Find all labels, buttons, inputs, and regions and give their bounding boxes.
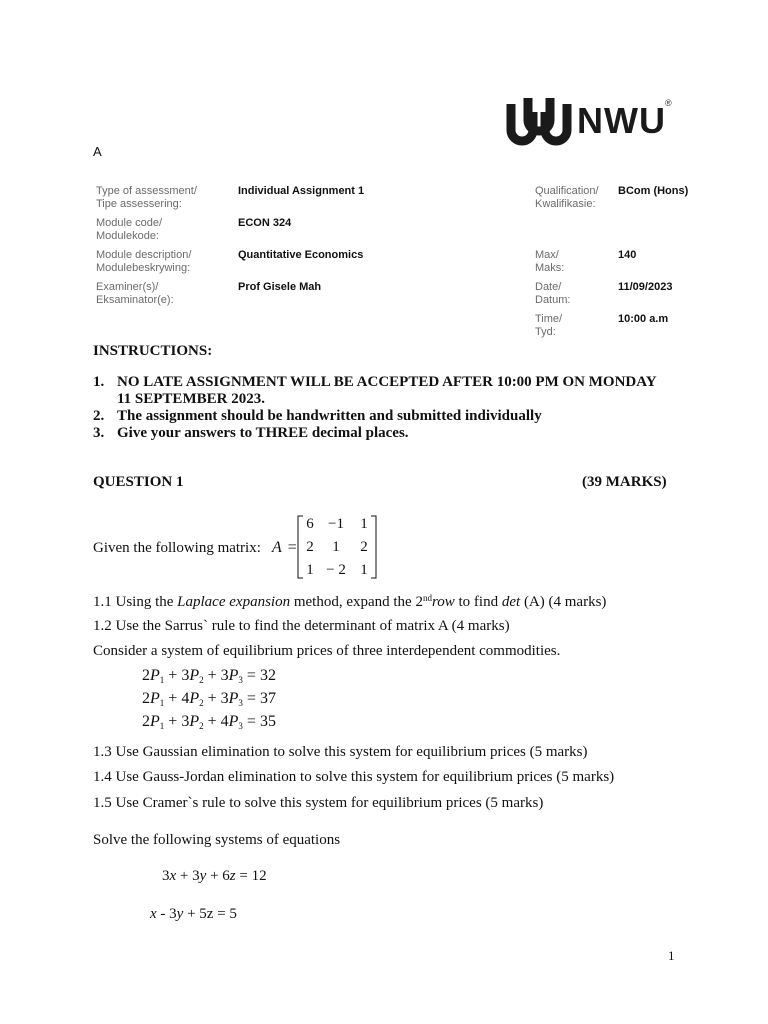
instruction-number: 1. xyxy=(93,374,105,390)
nwu-logo xyxy=(505,90,675,154)
instruction-item: Give your answers to THREE decimal places. xyxy=(117,425,409,441)
matrix-cell: 1 xyxy=(332,539,340,555)
matrix-a xyxy=(296,512,378,582)
instructions-heading: INSTRUCTIONS: xyxy=(93,343,213,359)
question-1-4: 1.4 Use Gauss-Jordan elimination to solve this system for equilibrium prices (5 marks) xyxy=(93,769,615,785)
matrix-label xyxy=(272,539,297,557)
solve-intro: Solve the following systems of equations xyxy=(93,832,341,848)
matrix-cell: 2 xyxy=(360,539,368,555)
time-value: 10:00 a.m xyxy=(618,313,669,325)
module-code-label: Module code/ Modulekode: xyxy=(96,217,163,242)
date-value: 11/09/2023 xyxy=(618,281,673,293)
page-number: 1 xyxy=(668,948,675,963)
instruction-item-continuation: 11 SEPTEMBER 2023. xyxy=(117,391,265,407)
qualification-label: Qualification/ Kwalifikasie: xyxy=(535,185,599,210)
matrix-cell: − 2 xyxy=(326,562,346,578)
question-1-1: 1.1 Using the Laplace expansion method, expand the 2ndrow to find det (A) (4 marks) xyxy=(93,593,607,610)
instruction-item: NO LATE ASSIGNMENT WILL BE ACCEPTED AFTER 10:00 PM ON MONDAY xyxy=(117,374,657,390)
nwu-emblem-icon xyxy=(505,90,575,154)
question-1-5: 1.5 Use Cramer`s rule to solve this system for equilibrium prices (5 marks) xyxy=(93,795,544,811)
qualification-value: BCom (Hons) xyxy=(618,185,689,197)
variant-letter: A xyxy=(93,144,102,159)
matrix-cell: 6 xyxy=(306,516,314,532)
instruction-number: 3. xyxy=(93,425,105,441)
equation-2: $2P_1 + 4P_2 + 3P_3 = 37$ xyxy=(142,690,276,708)
matrix-cell: 1 xyxy=(360,562,368,578)
question-1-3: 1.3 Use Gaussian elimination to solve this system for equilibrium prices (5 marks) xyxy=(93,744,588,760)
system-intro: Consider a system of equilibrium prices of three interdependent commodities. xyxy=(93,643,561,659)
module-code-value: ECON 324 xyxy=(238,217,292,229)
registered-mark: ® xyxy=(665,98,672,108)
matrix-cell: 2 xyxy=(306,539,314,555)
matrix-equals: = xyxy=(287,539,297,556)
matrix-cell: 1 xyxy=(360,516,368,532)
max-label: Max/ Maks: xyxy=(535,249,565,274)
matrix-intro: Given the following matrix: xyxy=(93,540,261,556)
system2-equation-2: x - 3y + 5z = 5 xyxy=(150,906,237,922)
module-description-label: Module description/ Modulebeskrywing: xyxy=(96,249,192,274)
instruction-number: 2. xyxy=(93,408,105,424)
equation-3: $2P_1 + 3P_2 + 4P_3 = 35$ xyxy=(142,713,276,731)
equation-1: $2P_1 + 3P_2 + 3P_3 = 32$ xyxy=(142,667,276,685)
type-value: Individual Assignment 1 xyxy=(238,185,365,197)
question-title: QUESTION 1 xyxy=(93,474,184,490)
question-1-2: 1.2 Use the Sarrus` rule to find the determinant of matrix A (4 marks) xyxy=(93,618,510,634)
max-value: 140 xyxy=(618,249,637,261)
module-description-value: Quantitative Economics xyxy=(238,249,364,261)
time-label: Time/ Tyd: xyxy=(535,313,563,338)
matrix-name: A xyxy=(272,539,282,556)
date-label: Date/ Datum: xyxy=(535,281,571,306)
type-label: Type of assessment/ Tipe assessering: xyxy=(96,185,197,210)
logo-text: NWU xyxy=(577,100,666,141)
system2-equation-1: 3x + 3y + 6z = 12 xyxy=(162,868,267,884)
question-marks: (39 MARKS) xyxy=(582,474,667,490)
examiner-label: Examiner(s)/ Eksaminator(e): xyxy=(96,281,174,306)
matrix-cell: 1 xyxy=(306,562,314,578)
matrix-cell: −1 xyxy=(328,516,344,532)
examiner-value: Prof Gisele Mah xyxy=(238,281,322,293)
instruction-item: The assignment should be handwritten and submitted individually xyxy=(117,408,542,424)
